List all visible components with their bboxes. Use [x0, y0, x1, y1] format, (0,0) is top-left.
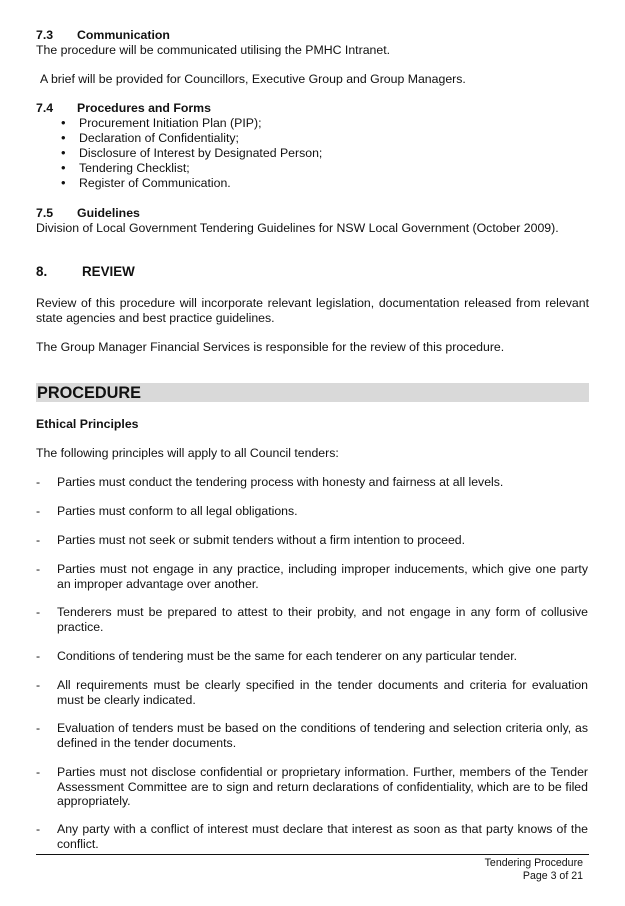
list-item-text: Tenderers must be prepared to attest to their probity, and not engage in any form of collusive practice.	[57, 605, 588, 634]
list-item-text: Register of Communication.	[79, 176, 231, 190]
footer-doc-title: Tendering Procedure	[484, 857, 583, 869]
bullet-icon: •	[61, 130, 66, 145]
dash-marker: -	[36, 649, 41, 663]
section-title: REVIEW	[82, 264, 135, 279]
section-title: Procedures and Forms	[77, 101, 211, 115]
list-item-text: Any party with a conflict of interest must declare that interest as soon as that party knows of the conflict.	[57, 822, 588, 851]
list-item-text: Declaration of Confidentiality;	[79, 131, 239, 145]
footer-page-number: Page 3 of 21	[522, 870, 583, 882]
bullet-icon: •	[61, 115, 66, 130]
section-8-para-1: Review of this procedure will incorporate relevant legislation, documentation released from relevant state agencies and best practice guidelines.	[36, 296, 589, 325]
bullet-icon: •	[61, 160, 66, 175]
list-item-text: Tendering Checklist;	[79, 161, 190, 175]
ethical-principles-heading: Ethical Principles	[36, 417, 139, 431]
dash-marker: -	[36, 678, 41, 692]
section-7-3-para-1: The procedure will be communicated utilising the PMHC Intranet.	[36, 43, 391, 57]
section-number: 7.4	[36, 101, 54, 115]
section-8-para-2: The Group Manager Financial Services is responsible for the review of this procedure.	[36, 340, 505, 354]
bullet-icon: •	[61, 175, 66, 190]
list-item-text: Parties must not engage in any practice, including improper inducements, which give one party an improper advantage over another.	[57, 562, 588, 591]
section-7-3-heading	[36, 28, 170, 43]
list-item-text: Parties must conduct the tendering process with honesty and fairness at all levels.	[57, 475, 504, 489]
dash-marker: -	[36, 822, 41, 836]
section-number: 7.5	[36, 206, 54, 220]
section-7-3-para-2: A brief will be provided for Councillors, Executive Group and Group Managers.	[40, 72, 466, 86]
dash-marker: -	[36, 533, 41, 547]
list-item-text: Conditions of tendering must be the same for each tenderer on any particular tender.	[57, 649, 518, 663]
dash-marker: -	[36, 765, 41, 779]
section-number: 7.3	[36, 28, 54, 42]
section-7-5-heading	[36, 206, 140, 221]
section-title: Guidelines	[77, 206, 140, 220]
footer-rule	[36, 854, 589, 855]
section-8-heading	[36, 265, 135, 280]
list-item-text: Procurement Initiation Plan (PIP);	[79, 116, 262, 130]
dash-marker: -	[36, 605, 41, 619]
section-7-4-heading	[36, 101, 211, 116]
dash-marker: -	[36, 721, 41, 735]
dash-marker: -	[36, 475, 41, 489]
list-item-text: Evaluation of tenders must be based on the conditions of tendering and selection criteria only, as defined in the tender documents.	[57, 721, 588, 750]
principles-intro: The following principles will apply to all Council tenders:	[36, 446, 339, 460]
list-item-text: Parties must conform to all legal obligations.	[57, 504, 298, 518]
list-item-text: All requirements must be clearly specified in the tender documents and criteria for evaluation must be clearly indicated.	[57, 678, 588, 707]
procedure-heading: PROCEDURE	[37, 384, 142, 402]
bullet-icon: •	[61, 145, 66, 160]
section-7-5-para: Division of Local Government Tendering Guidelines for NSW Local Government (October 2009).	[36, 221, 559, 235]
section-title: Communication	[77, 28, 170, 42]
dash-marker: -	[36, 562, 41, 576]
list-item-text: Parties must not disclose confidential or proprietary information. Further, members of the Tender Assessment Committee are to sign and return declarations of confidentiality, which are to be filed appropriately.	[57, 765, 588, 809]
list-item-text: Disclosure of Interest by Designated Person;	[79, 146, 323, 160]
dash-marker: -	[36, 504, 41, 518]
list-item-text: Parties must not seek or submit tenders without a firm intention to proceed.	[57, 533, 466, 547]
section-number: 8.	[36, 264, 48, 279]
